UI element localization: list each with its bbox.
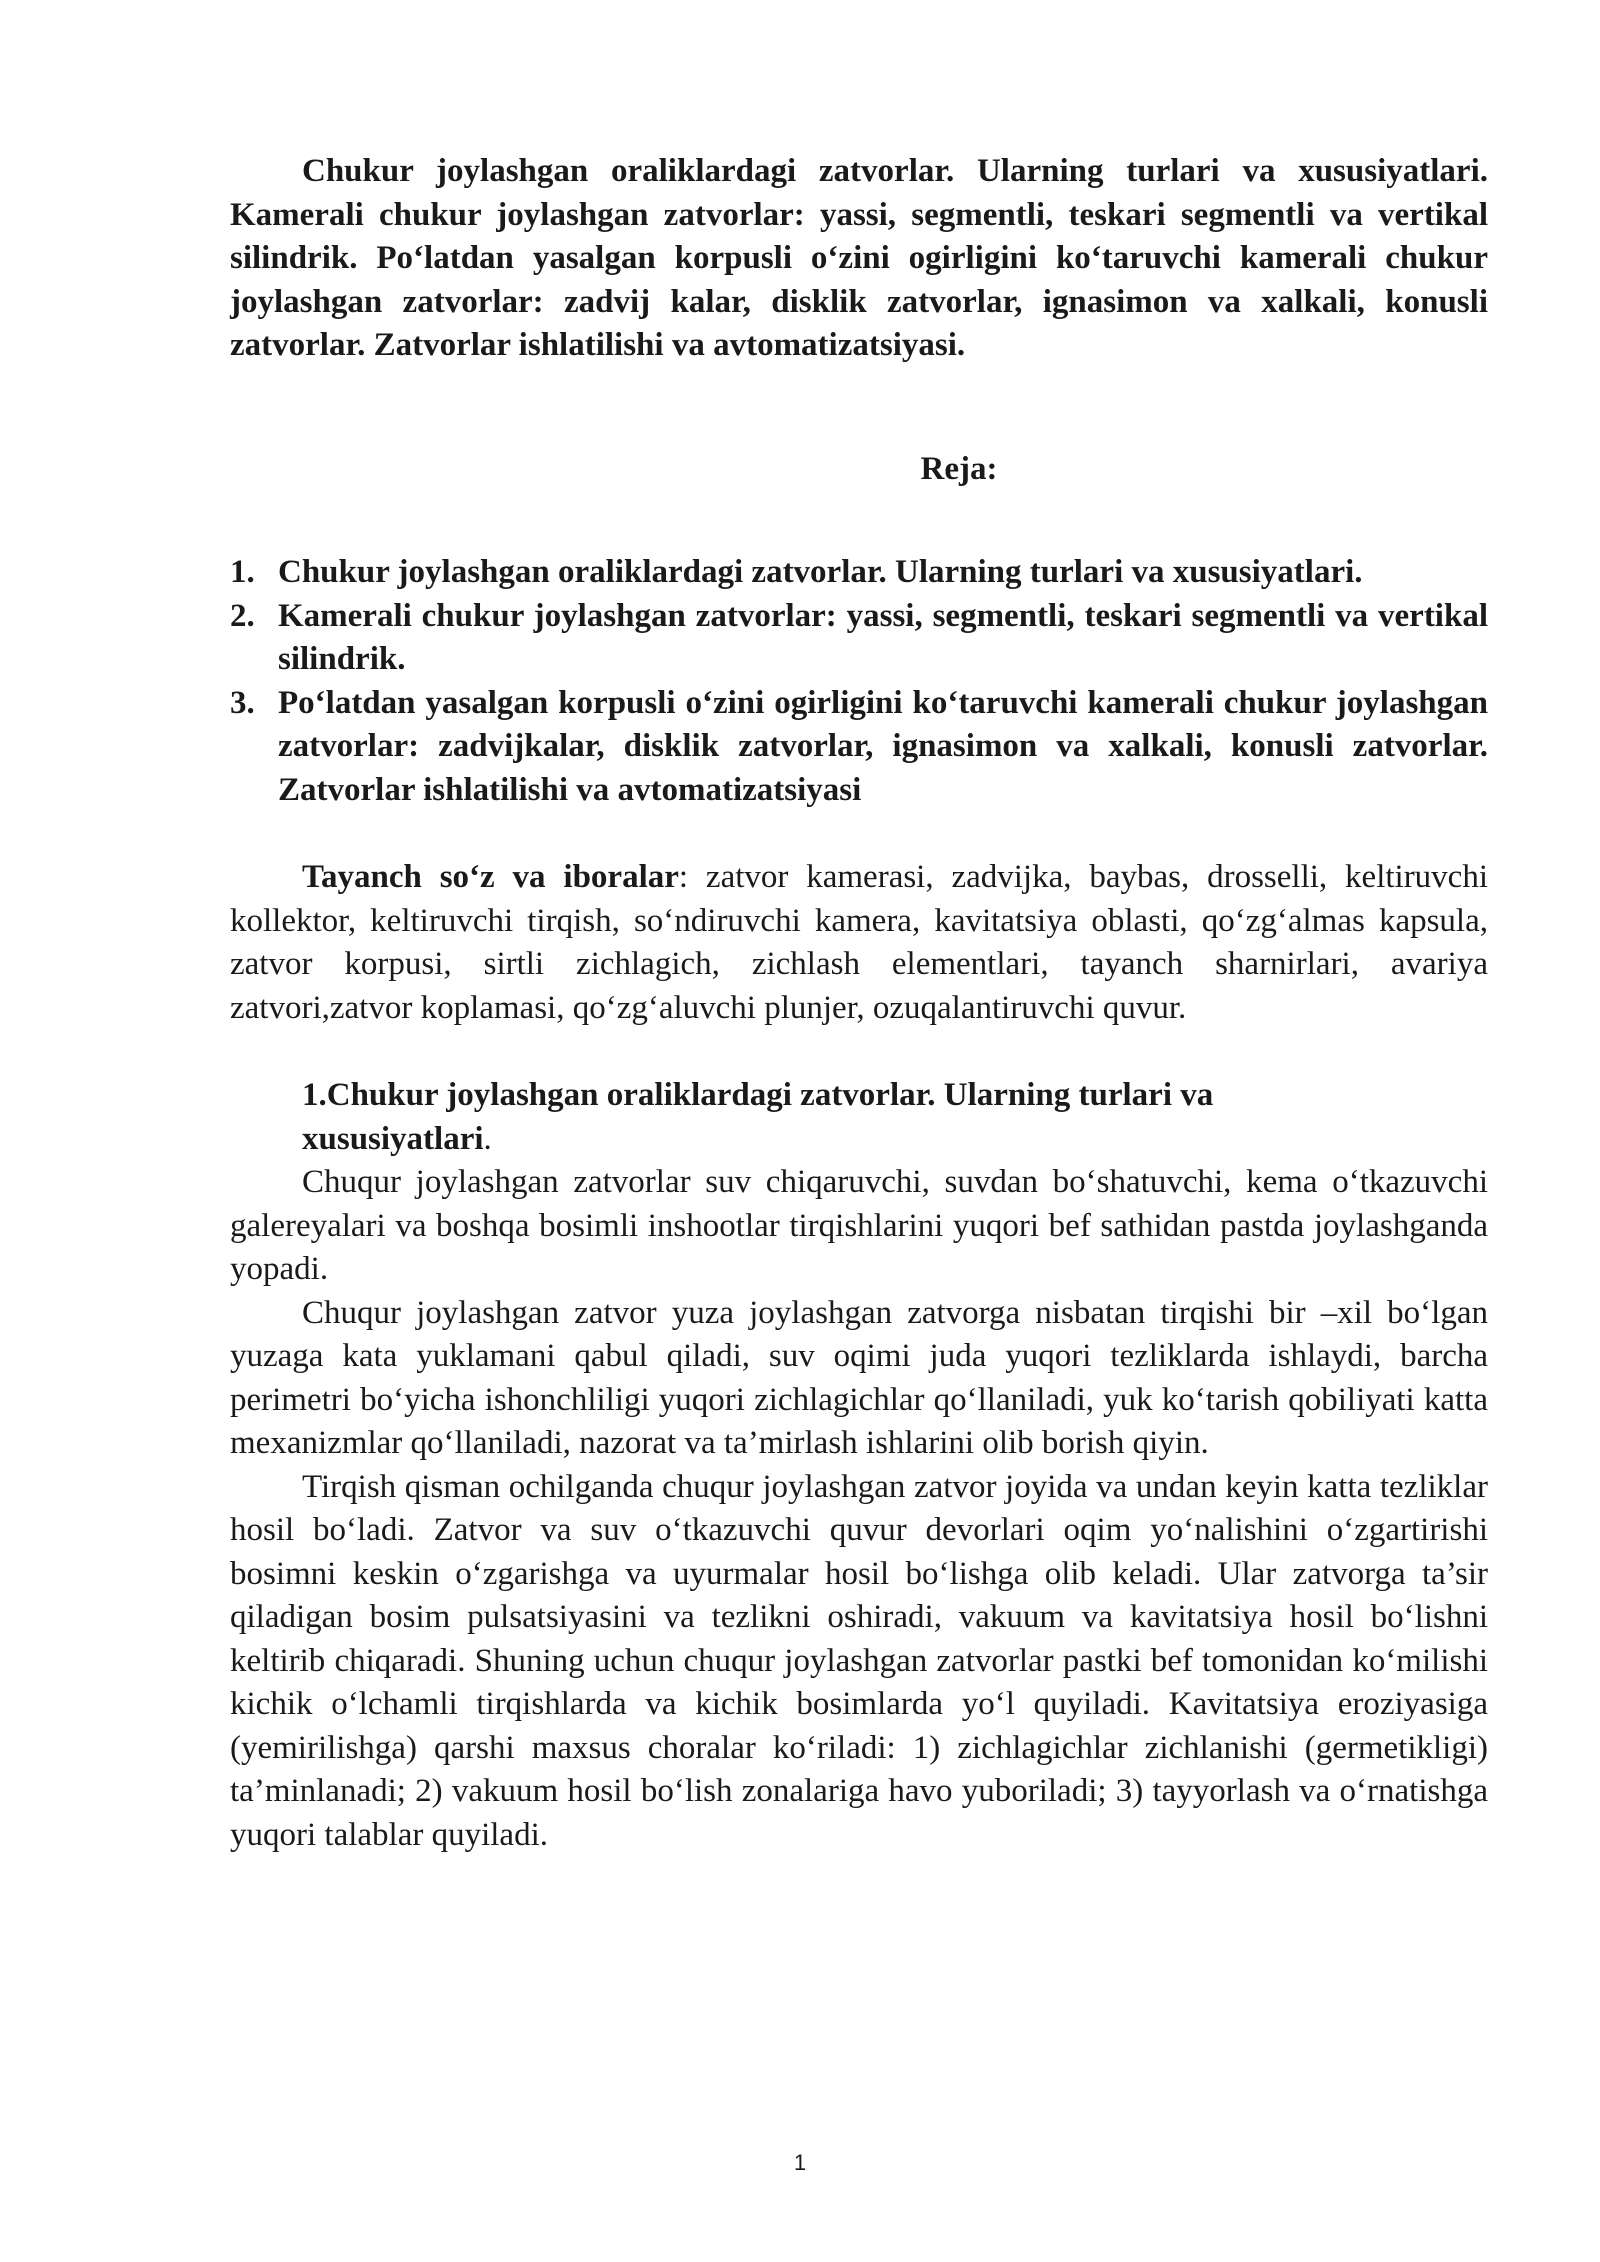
plan-list: [230, 551, 1488, 812]
plan-item-number: 1.: [230, 554, 255, 590]
section-heading: [230, 1074, 1342, 1161]
page-number: 1: [793, 2150, 807, 2175]
section-heading-period: .: [483, 1120, 492, 1157]
keywords-paragraph: [230, 856, 1488, 1030]
section-heading-text: 1.Chukur joylashgan oraliklardagi zatvorlar. Ularning turlari va xususiyatlari: [302, 1077, 1214, 1157]
plan-title: Reja:: [920, 450, 998, 487]
plan-item-number: 3.: [230, 684, 255, 721]
plan-item: [230, 595, 1488, 682]
plan-item: [230, 682, 1488, 813]
plan-item-text: Kamerali chukur joylashgan zatvorlar: yassi, segmentli, teskari segmentli va vertikal silindrik.: [278, 597, 1488, 677]
keywords-label: Tayanch so‘z va iboralar: [302, 859, 679, 895]
body-paragraph: Tirqish qisman ochilganda chuqur joylashgan zatvor joyida va undan keyin katta tezliklar hosil bo‘ladi. Zatvor va suv o‘tkazuvchi quvur devorlari oqim yo‘nalishini o‘zgartirishi bosimni keskin o‘zgarishga va uyurmalar hosil bo‘lishga olib keladi. Ular zatvorga ta’sir qiladigan bosim pulsatsiyasini va tezlikni oshiradi, vakuum va kavitatsiya hosil bo‘lishni keltirib chiqaradi. Shuning uchun chuqur joylashgan zatvorlar pastki bef tomonidan ko‘milishi kichik o‘lchamli tirqishlarda va kichik bosimlarda yo‘l quyiladi. Kavitatsiya eroziyasiga (yemirilishga) qarshi maxsus choralar ko‘riladi: 1) zichlagichlar zichlanishi (germetikligi) ta’minlanadi; 2) vakuum hosil bo‘lish zonalariga havo yuboriladi; 3) tayyorlash va o‘rnatishga yuqori talablar quyiladi.: [230, 1468, 1488, 1853]
plan-item: [230, 551, 1488, 595]
intro-summary: Chukur joylashgan oraliklardagi zatvorlar. Ularning turlari va xususiyatlari. Kamerali chukur joylashgan zatvorlar: yassi, segmentli, teskari segmentli va vertikal silindrik. Po‘latdan yasalgan korpusli o‘zini ogirligini ko‘taruvchi kamerali chukur joylashgan zatvorlar: zadvij kalar, disklik zatvorlar, ignasimon va xalkali, konusli zatvorlar. Zatvorlar ishlatilishi va avtomatizatsiyasi.: [230, 153, 1488, 363]
plan-item-text: Chukur joylashgan oraliklardagi zatvorlar. Ularning turlari va xususiyatlari.: [278, 554, 1363, 590]
body-paragraph: Chuqur joylashgan zatvorlar suv chiqaruvchi, suvdan bo‘shatuvchi, kema o‘tkazuvchi galereyalari va boshqa bosimli inshootlar tirqishlarini yuqori bef sathidan pastda joylashganda yopadi.: [230, 1164, 1488, 1287]
body-paragraph: Chuqur joylashgan zatvor yuza joylashgan zatvorga nisbatan tirqishi bir –xil bo‘lgan yuzaga kata yuklamani qabul qiladi, suv oqimi juda yuqori tezliklarda ishlaydi, barcha perimetri bo‘yicha ishonchliligi yuqori zichlagichlar qo‘llaniladi, yuk ko‘tarish qobiliyati katta mexanizmlar qo‘llaniladi, nazorat va ta’mirlash ishlarini olib borish qiyin.: [230, 1294, 1488, 1461]
plan-item-text: Po‘latdan yasalgan korpusli o‘zini ogirligini ko‘taruvchi kamerali chukur joylashgan zatvorlar: zadvijkalar, disklik zatvorlar, ignasimon va xalkali, konusli zatvorlar. Zatvorlar ishlatilishi va avtomatizatsiyasi: [278, 684, 1488, 808]
keywords-colon: :: [678, 859, 689, 895]
keywords-text: zatvor kamerasi, zadvijka, baybas, drosselli, keltiruvchi kollektor, keltiruvchi tirqish, so‘ndiruvchi kamera, kavitatsiya oblasti, qo‘zg‘almas kapsula, zatvor korpusi, sirtli zichlagich, zichlash elementlari, tayanch sharnirlari, avariya zatvori,zatvor koplamasi, qo‘zg‘aluvchi plunjer, ozuqalantiruvchi quvur.: [230, 859, 1488, 1026]
plan-item-number: 2.: [230, 597, 255, 634]
page-content: [230, 150, 1488, 1857]
